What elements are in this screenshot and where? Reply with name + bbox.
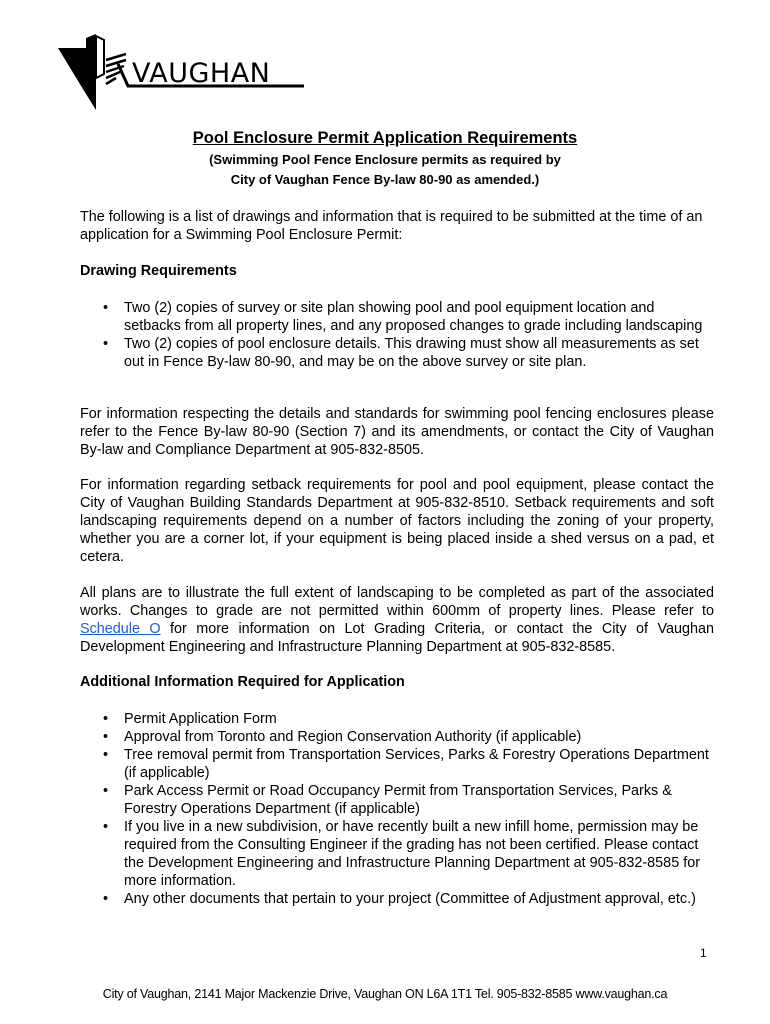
list-item: [80, 746, 714, 782]
bullet-icon: •: [103, 783, 109, 799]
list-item-text: Approval from Toronto and Region Conservation Authority (if applicable): [124, 729, 582, 745]
drawing-requirements-list: [80, 299, 714, 371]
bullet-icon: •: [103, 819, 109, 835]
bullet-icon: •: [103, 891, 109, 907]
fence-bylaw-paragraph: For information respecting the details and standards for swimming pool fencing enclosures please refer to the Fence By-law 80-90 (Section 7) and its amendments, or contact the City of Vaughan By-law and Compliance Department at 905-832-8505.: [80, 406, 714, 458]
list-item: [80, 782, 714, 818]
page-number: 1: [700, 946, 707, 960]
drawing-requirements-heading: Drawing Requirements: [80, 263, 237, 279]
list-item-text: Two (2) copies of pool enclosure details. This drawing must show all measurements as set out in Fence By-law 80-90, and may be on the above survey or site plan.: [124, 336, 699, 370]
text: for more information on Lot Grading Criteria, or contact the City of Vaughan Development Engineering and Infrastructure Planning Department at 905-832-8585.: [80, 621, 714, 655]
list-item: [80, 890, 714, 908]
bullet-icon: •: [103, 336, 109, 352]
list-item-text: Two (2) copies of survey or site plan showing pool and pool equipment location and setbacks from all property lines, and any proposed changes to grade including landscaping: [124, 300, 703, 334]
bullet-icon: •: [103, 747, 109, 763]
bullet-icon: •: [103, 711, 109, 727]
list-item: [80, 728, 714, 746]
list-item: [80, 710, 714, 728]
landscaping-paragraph: [80, 584, 714, 656]
setback-paragraph: For information regarding setback requirements for pool and pool equipment, please contact the City of Vaughan Building Standards Department at 905-832-8510. Setback requirements and soft landscaping requirements depend on a number of factors including the zoning of your property, whether you are a corner lot, if your equipment is being placed inside a shed versus on a pad, et cetera.: [80, 477, 714, 565]
bullet-icon: •: [103, 300, 109, 316]
vaughan-logo: [56, 34, 316, 110]
footer-address: City of Vaughan, 2141 Major Mackenzie Drive, Vaughan ON L6A 1T1 Tel. 905-832-8585 www.vaughan.ca: [102, 987, 668, 1001]
svg-text:VAUGHAN: VAUGHAN: [132, 58, 271, 89]
text: All plans are to illustrate the full extent of landscaping to be completed as part of the associated works. Changes to grade are not permitted within 600mm of property lines. Please refer to: [80, 585, 714, 619]
subtitle-line-2: City of Vaughan Fence By-law 80-90 as amended.): [230, 172, 540, 187]
list-item-text: Permit Application Form: [124, 711, 277, 727]
page-title: Pool Enclosure Permit Application Requirements: [192, 129, 578, 147]
list-item: [80, 299, 714, 335]
schedule-o-link[interactable]: Schedule O: [80, 621, 161, 637]
list-item: [80, 335, 714, 371]
additional-info-list: [80, 710, 714, 908]
list-item-text: Park Access Permit or Road Occupancy Permit from Transportation Services, Parks & Forestry Operations Department (if applicable): [124, 783, 672, 817]
intro-paragraph: The following is a list of drawings and information that is required to be submitted at the time of an application for a Swimming Pool Enclosure Permit:: [80, 209, 703, 243]
list-item-text: If you live in a new subdivision, or have recently built a new infill home, permission may be required from the Consulting Engineer if the grading has not been certified. Please contact the Development Engineering and Infrastructure Planning Department at 905-832-8585 for more information.: [124, 819, 700, 889]
additional-info-heading: Additional Information Required for Application: [80, 674, 405, 690]
subtitle-line-1: (Swimming Pool Fence Enclosure permits as required by: [209, 152, 561, 167]
list-item: [80, 818, 714, 890]
bullet-icon: •: [103, 729, 109, 745]
list-item-text: Any other documents that pertain to your project (Committee of Adjustment approval, etc.): [124, 891, 696, 907]
list-item-text: Tree removal permit from Transportation Services, Parks & Forestry Operations Department (if applicable): [124, 747, 709, 781]
